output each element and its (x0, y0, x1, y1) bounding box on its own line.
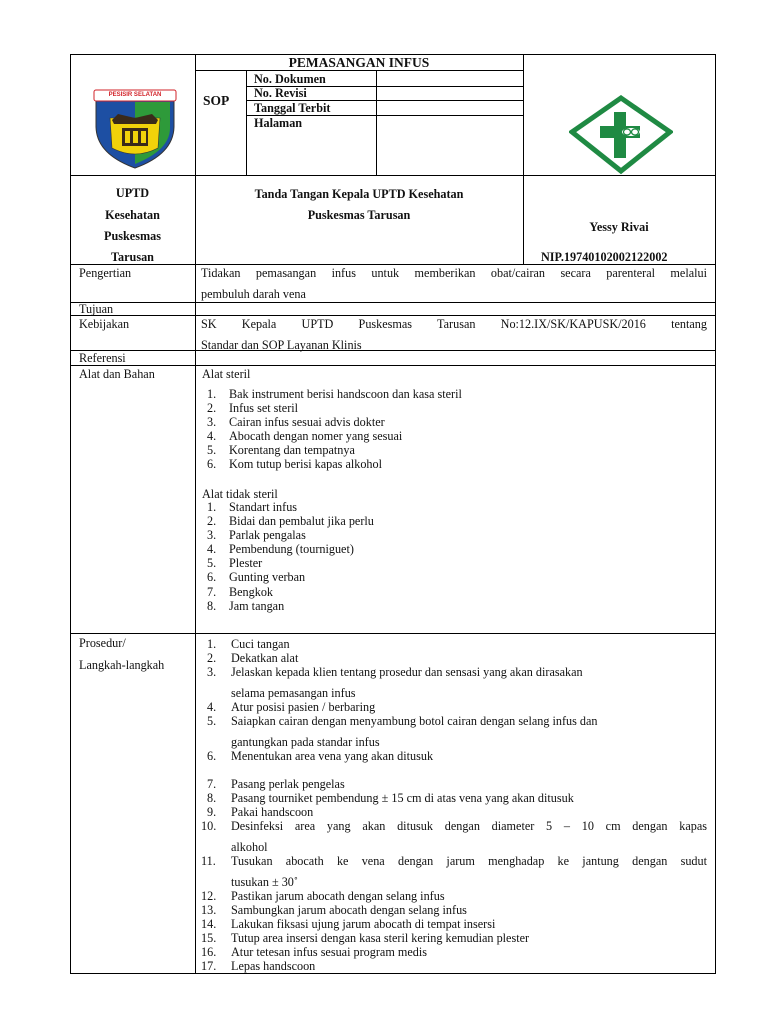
step-text-continued: tusukan ± 30˚ (231, 875, 298, 889)
step-text-continued: alkohol (231, 840, 268, 854)
list-item: 7. Bengkok (207, 584, 274, 599)
step-number: 17. (201, 959, 217, 973)
step-text: Pasang tourniket pembendung ± 15 cm di atas vena yang akan ditusuk (231, 791, 574, 805)
step-number: 3. (207, 665, 217, 679)
list-item: 1. Standart infus (207, 500, 298, 514)
doc-label-no-dokumen: No. Dokumen (254, 72, 326, 86)
step-number: 7. (207, 777, 217, 791)
step-number: 9. (207, 805, 217, 819)
label-prosedur-1: Prosedur/ (79, 636, 126, 650)
label-tujuan: Tujuan (79, 302, 114, 316)
step-text-continued: selama pemasangan infus (231, 686, 356, 700)
list-item: 2. Bidai dan pembalut jika perlu (207, 514, 374, 529)
kebijakan-line-1: SK Kepala UPTD Puskesmas Tarusan No:12.IX/SK/KAPUSK/2016 tentang (201, 317, 707, 331)
doc-label-no-revisi: No. Revisi (254, 86, 307, 100)
step-text: Saiapkan cairan dengan menyambung botol cairan dengan selang infus dan (231, 714, 598, 728)
step-text: Atur tetesan infus sesuai program medis (231, 945, 427, 959)
list-item: 3. Cairan infus sesuai advis dokter (207, 415, 385, 430)
list-item: 4. Pembendung (tourniguet) (207, 542, 354, 557)
step-text: Pakai handscoon (231, 805, 314, 819)
step-text: Menentukan area vena yang akan ditusuk (231, 749, 434, 763)
alat-steril-title: Alat steril (202, 367, 251, 381)
step-number: 12. (201, 889, 217, 903)
step-text: Pastikan jarum abocath dengan selang infus (231, 889, 445, 903)
label-alat-dan-bahan: Alat dan Bahan (79, 367, 155, 381)
list-item: 5. Korentang dan tempatnya (207, 443, 355, 458)
list-item: 8. Jam tangan (207, 598, 285, 613)
step-text: Tusukan abocath ke vena dengan jarum menghadap ke jantung dengan sudut (231, 854, 707, 868)
step-number: 4. (207, 700, 217, 714)
signature-title-line-2: Puskesmas Tarusan (307, 208, 411, 222)
step-text: Lepas handscoon (231, 959, 316, 973)
pengertian-line-2: pembuluh darah vena (201, 287, 306, 301)
org-line-4: Tarusan (111, 250, 154, 264)
document-title: PEMASANGAN INFUS (288, 55, 430, 70)
org-line-1: UPTD (115, 186, 150, 200)
kebijakan-line-2: Standar dan SOP Layanan Klinis (201, 338, 362, 352)
step-text: Cuci tangan (231, 637, 290, 651)
step-number: 15. (201, 931, 217, 945)
list-item: 6. Gunting verban (207, 570, 306, 585)
step-text: Atur posisi pasien / berbaring (231, 700, 376, 714)
step-number: 1. (207, 637, 217, 651)
list-item: 5. Plester (207, 556, 263, 571)
step-text: Dekatkan alat (231, 651, 299, 665)
step-number: 10. (201, 819, 217, 833)
list-item: 4. Abocath dengan nomer yang sesuai (207, 429, 403, 444)
step-number: 8. (207, 791, 217, 805)
sop-label: SOP (203, 93, 230, 108)
label-prosedur-2: Langkah-langkah (79, 658, 165, 672)
step-text: Lakukan fiksasi ujung jarum abocath di tempat insersi (231, 917, 496, 931)
list-item: 6. Kom tutup berisi kapas alkohol (207, 457, 382, 472)
step-text: Tutup area insersi dengan kasa steril kering kemudian plester (231, 931, 530, 945)
list-item: 2. Infus set steril (207, 401, 299, 416)
step-text: Desinfeksi area yang akan ditusuk dengan diameter 5 – 10 cm dengan kapas (231, 819, 707, 833)
step-number: 5. (207, 714, 217, 728)
step-text-continued: gantungkan pada standar infus (231, 735, 380, 749)
doc-label-halaman: Halaman (254, 116, 303, 130)
step-number: 13. (201, 903, 217, 917)
list-item: 1. Bak instrument berisi handscoon dan kasa steril (207, 387, 462, 401)
pengertian-line-1: Tidakan pemasangan infus untuk memberikan obat/cairan secara parenteral melalui (201, 266, 707, 280)
step-text: Sambungkan jarum abocath dengan selang infus (231, 903, 467, 917)
label-referensi: Referensi (79, 351, 126, 365)
step-number: 2. (207, 651, 217, 665)
signature-name: Yessy Rivai (589, 220, 649, 234)
org-line-3: Puskesmas (104, 229, 161, 243)
signature-title-line-1: Tanda Tangan Kepala UPTD Kesehatan (254, 187, 464, 201)
step-number: 14. (201, 917, 217, 931)
org-line-2: Kesehatan (105, 208, 160, 222)
step-text: Jelaskan kepada klien tentang prosedur dan sensasi yang akan dirasakan (231, 665, 583, 679)
signature-nip: NIP.19740102002122002 (541, 250, 668, 264)
list-item: 3. Parlak pengalas (207, 528, 306, 543)
prosedur-steps (198, 0, 710, 1024)
left-logo-text: PESISIR SELATAN (108, 92, 162, 98)
alat-tidak-steril-title: Alat tidak steril (202, 487, 278, 501)
outer-border-right (715, 54, 716, 974)
pesisir-selatan-logo (92, 88, 178, 170)
step-text: Pasang perlak pengelas (231, 777, 345, 791)
step-number: 6. (207, 749, 217, 763)
step-number: 11. (201, 854, 216, 868)
doc-label-tanggal-terbit: Tanggal Terbit (254, 101, 331, 115)
step-number: 16. (201, 945, 217, 959)
label-pengertian: Pengertian (79, 266, 132, 280)
label-kebijakan: Kebijakan (79, 317, 130, 331)
